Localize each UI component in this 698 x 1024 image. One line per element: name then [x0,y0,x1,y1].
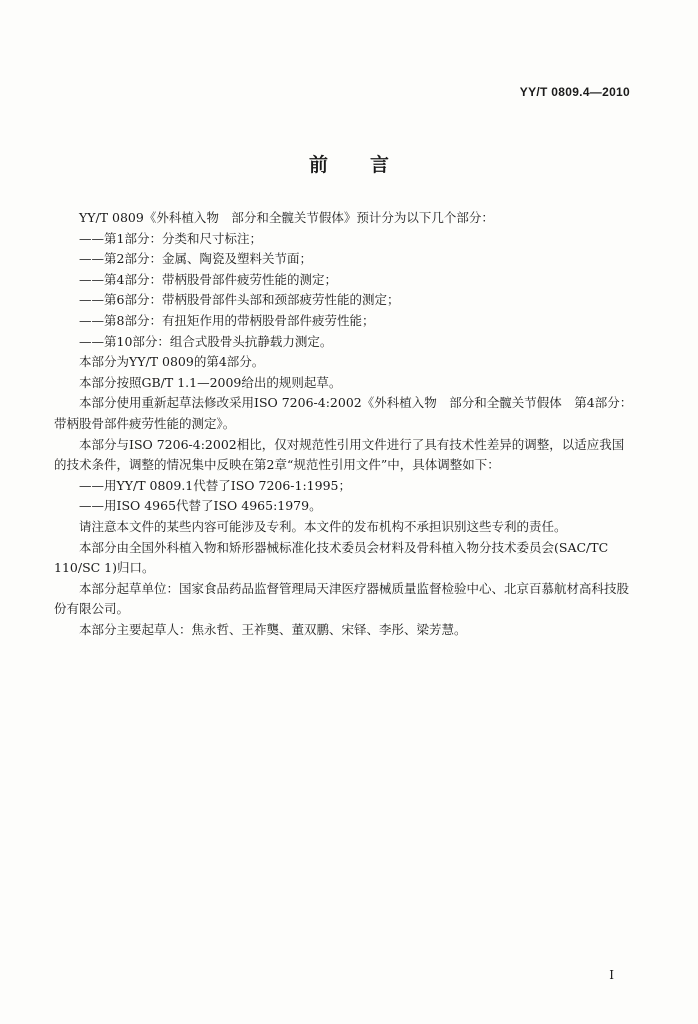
paragraph-differences: 本部分与ISO 7206-4:2002相比，仅对规范性引用文件进行了具有技术性差异的调整，以适应我国的技术条件，调整的情况集中反映在第2章“规范性引用文件”中，具体调整如下： [54,436,625,473]
list-item-change-1: ——用YY/T 0809.1代替了ISO 7206-1:1995； [79,477,351,493]
list-item-part-8: ——第8部分：有扭矩作用的带柄股骨部件疲劳性能； [79,312,375,328]
page-title: 前言 [308,154,431,176]
standard-code: YY/T 0809.4—2010 [519,85,630,99]
paragraph-drafting-units: 本部分起草单位：国家食品药品监督管理局天津医疗器械质量监督检验中心、北京百慕航材高科技股份有限公司。 [54,580,630,617]
list-item-part-10: ——第10部分：组合式股骨头抗静载力测定。 [79,333,333,349]
list-item-part-1: ——第1部分：分类和尺寸标注； [79,230,262,246]
paragraph-intro: YY/T 0809《外科植入物 部分和全髋关节假体》预计分为以下几个部分： [79,210,494,225]
paragraph-adoption: 本部分使用重新起草法修改采用ISO 7206-4:2002《外科植入物 部分和全髋关节假体 第4部分：带柄股骨部件疲劳性能的测定》。 [54,395,633,431]
paragraph-patent-notice: 请注意本文件的某些内容可能涉及专利。本文件的发布机构不承担识别这些专利的责任。 [79,518,567,534]
paragraph-drafters: 本部分主要起草人：焦永哲、王祚龑、董双鹏、宋铎、李彤、梁芳慧。 [79,621,467,637]
paragraph-part-statement: 本部分为YY/T 0809的第4部分。 [79,354,265,370]
page-number: I [609,968,614,982]
list-item-change-2: ——用ISO 4965代替了ISO 4965:1979。 [79,498,322,514]
paragraph-committee: 本部分由全国外科植入物和矫形器械标准化技术委员会材料及骨科植入物分技术委员会(SAC/TC 110/SC 1)归口。 [54,539,609,576]
list-item-part-6: ——第6部分：带柄股骨部件头部和颈部疲劳性能的测定； [79,292,400,308]
list-item-part-2: ——第2部分：金属、陶瓷及塑料关节面； [79,251,312,267]
list-item-part-4: ——第4部分：带柄股骨部件疲劳性能的测定； [79,271,337,287]
paragraph-drafting-rules: 本部分按照GB/T 1.1—2009给出的规则起草。 [79,374,342,390]
foreword-body [54,208,634,640]
